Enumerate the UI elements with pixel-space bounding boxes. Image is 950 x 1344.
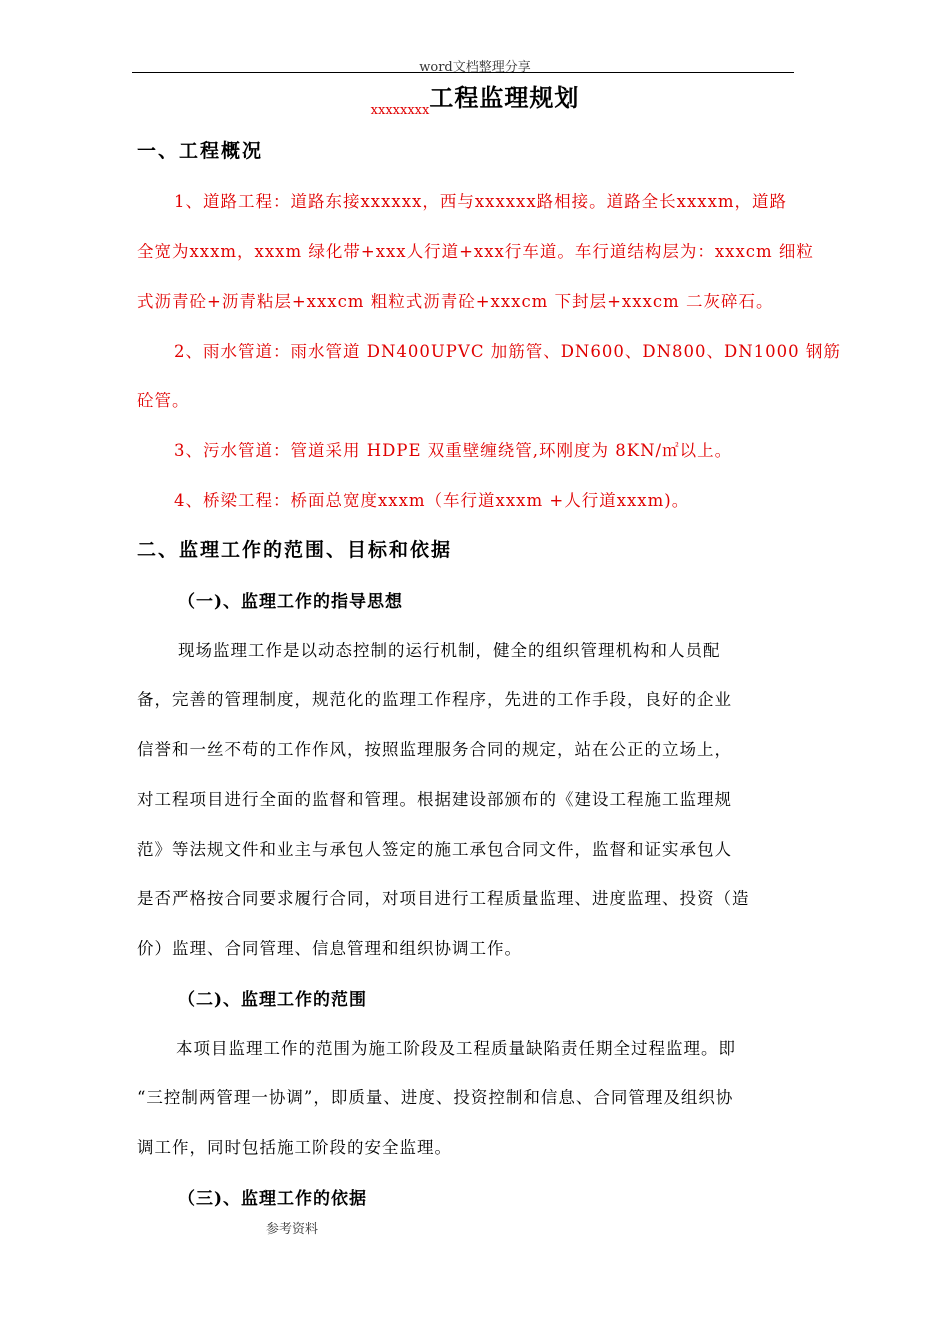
subsection-heading-scope: （二)、监理工作的范围 [178, 990, 368, 1010]
title-text: 工程监理规划 [429, 83, 580, 112]
overview-line: 3、污水管道：管道采用 HDPE 双重壁缠绕管,环刚度为 8KN/㎡以上。 [174, 441, 733, 460]
section-heading-overview: 一、工程概况 [137, 140, 264, 162]
overview-line: 1、道路工程：道路东接xxxxxx，西与xxxxxx路相接。道路全长xxxxm，道路 [174, 192, 788, 211]
page-header: word文档整理分享 [419, 60, 531, 75]
section-heading-scope: 二、监理工作的范围、目标和依据 [137, 539, 453, 561]
paragraph-line: 调工作，同时包括施工阶段的安全监理。 [137, 1138, 452, 1157]
paragraph-line: 对工程项目进行全面的监督和管理。根据建设部颁布的《建设工程施工监理规 [137, 790, 732, 809]
subsection-heading-basis: （三)、监理工作的依据 [178, 1189, 368, 1209]
overview-line: 4、桥梁工程：桥面总宽度xxxm（车行道xxxm +人行道xxxm)。 [174, 491, 690, 510]
overview-line: 砼管。 [137, 391, 190, 410]
document-title [0, 78, 950, 118]
paragraph-line: 范》等法规文件和业主与承包人签定的施工承包合同文件，监督和证实承包人 [137, 840, 732, 859]
paragraph-line: 价）监理、合同管理、信息管理和组织协调工作。 [137, 939, 522, 958]
overview-line: 式沥青砼+沥青粘层+xxxcm 粗粒式沥青砼+xxxcm 下封层+xxxcm 二灰碎石。 [137, 292, 774, 311]
page-footer: 参考资料 [266, 1222, 319, 1237]
header-divider [132, 72, 794, 73]
paragraph-line: 信誉和一丝不苟的工作作风，按照监理服务合同的规定，站在公正的立场上， [137, 740, 732, 759]
overview-line: 2、雨水管道：雨水管道 DN400UPVC 加筋管、DN600、DN800、DN1000 钢筋 [174, 342, 841, 361]
title-prefix: xxxxxxxx [370, 103, 430, 118]
paragraph-line: 备，完善的管理制度，规范化的监理工作程序，先进的工作手段，良好的企业 [137, 690, 732, 709]
paragraph-line: 现场监理工作是以动态控制的运行机制，健全的组织管理机构和人员配 [178, 641, 721, 660]
overview-line: 全宽为xxxm，xxxm 绿化带+xxx人行道+xxx行车道。车行道结构层为：xxxcm 细粒 [137, 242, 814, 261]
subsection-heading-guiding: （一)、监理工作的指导思想 [178, 592, 404, 612]
paragraph-line: “三控制两管理一协调”，即质量、进度、投资控制和信息、合同管理及组织协 [137, 1088, 734, 1107]
paragraph-line: 是否严格按合同要求履行合同，对项目进行工程质量监理、进度监理、投资（造 [137, 889, 750, 908]
paragraph-line: 本项目监理工作的范围为施工阶段及工程质量缺陷责任期全过程监理。即 [176, 1039, 736, 1058]
